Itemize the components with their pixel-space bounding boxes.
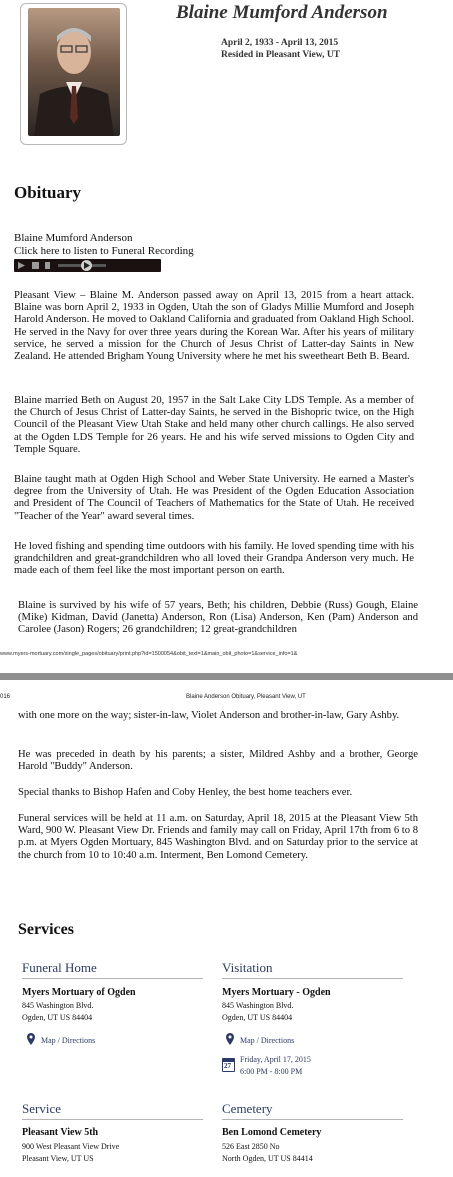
- funeral-home-address-1: 845 Washington Blvd.: [22, 1001, 94, 1010]
- funeral-home-name: Myers Mortuary of Ogden: [22, 987, 136, 998]
- map-pin-icon: [27, 1033, 35, 1045]
- service-rule: [22, 1119, 203, 1120]
- calendar-icon: [222, 1058, 235, 1072]
- obituary-name-line: Blaine Mumford Anderson: [14, 232, 133, 244]
- stop-icon[interactable]: [32, 262, 39, 269]
- birth-death-dates: April 2, 1933 - April 13, 2015: [221, 38, 339, 48]
- visitation-map-link[interactable]: Map / Directions: [240, 1036, 295, 1045]
- visitation-location-name: Myers Mortuary - Ogden: [222, 987, 331, 998]
- visitation-address-1: 845 Washington Blvd.: [222, 1001, 294, 1010]
- cemetery-name: Ben Lomond Cemetery: [222, 1127, 322, 1138]
- funeral-recording-link[interactable]: Click here to listen to Funeral Recording: [14, 245, 194, 257]
- funeral-home-rule: [22, 978, 203, 979]
- print-page-title: Blaine Anderson Obituary, Pleasant View, UT: [186, 694, 306, 700]
- service-address-2: Pleasant View, UT US: [22, 1154, 94, 1163]
- life-dates: [221, 37, 340, 61]
- funeral-home-address-2: Ogden, UT US 84404: [22, 1013, 93, 1022]
- audio-player[interactable]: [14, 259, 161, 272]
- obituary-paragraph-7: Special thanks to Bishop Hafen and Coby Henley, the best home teachers ever.: [18, 787, 353, 798]
- obituary-paragraph-2: Blaine married Beth on August 20, 1957 in the Salt Lake City LDS Temple. As a member of the Church of Jesus Christ of Latter-day Saints, he served in the Bishopric twice, on the High Council of the Pleasant View Utah Stake and held many other church callings. He also served at the Ogden LDS Temple for 26 years. He and his wife served missions to Ogden City and Temple Square.: [14, 395, 414, 455]
- obituary-heading: Obituary: [14, 183, 82, 202]
- services-heading: Services: [18, 921, 74, 938]
- portrait-photo: [28, 8, 120, 136]
- cemetery-heading: Cemetery: [222, 1101, 273, 1116]
- service-address-1: 900 West Pleasant View Drive: [22, 1142, 120, 1151]
- map-pin-icon: [226, 1033, 234, 1045]
- obituary-paragraph-5-end: with one more on the way; sister-in-law, Violet Anderson and brother-in-law, Gary Ashby.: [18, 710, 400, 721]
- deceased-name-heading: Blaine Mumford Anderson: [176, 2, 388, 23]
- obituary-paragraph-3: Blaine taught math at Ogden High School and Weber State University. He earned a Master's degree from the University of Utah. He was President of the Ogden Education Association and President of The Council of Teachers of Mathematics for the State of Utah. He received "Teacher of the Year" award several times.: [14, 474, 414, 522]
- visitation-address-2: Ogden, UT US 84404: [222, 1013, 293, 1022]
- funeral-home-heading: Funeral Home: [22, 960, 97, 975]
- play-icon[interactable]: [18, 262, 25, 269]
- visitation-time: 6:00 PM - 8:00 PM: [240, 1067, 303, 1076]
- obituary-paragraph-5-start: Blaine is survived by his wife of 57 years, Beth; his children, Debbie (Russ) Gough, Elaine (Mike) Kidman, David (Janetta) Anderson, Ron (Lisa) Anderson, Ken (Pam) Anderson and Carolee (Jason) Rogers; 26 grandchildren; 12 great-grandchildren: [18, 600, 418, 636]
- pause-icon[interactable]: [45, 262, 50, 269]
- cemetery-address-2: North Ogden, UT US 84414: [222, 1154, 313, 1163]
- cemetery-rule: [222, 1119, 403, 1120]
- obituary-paragraph-4: He loved fishing and spending time outdoors with his family. He loved spending time with his grandchildren and great-grandchildren who all loved their Grandpa Anderson very much. He made each of them feel like the most important person on earth.: [14, 541, 414, 577]
- funeral-home-map-link[interactable]: Map / Directions: [41, 1036, 96, 1045]
- residence-text: Resided in Pleasant View, UT: [221, 50, 341, 60]
- visitation-date: Friday, April 17, 2015: [240, 1055, 311, 1064]
- visitation-rule: [222, 978, 403, 979]
- obituary-paragraph-1: Pleasant View – Blaine M. Anderson passed away on April 13, 2015 from a heart attack. Blaine was born April 2, 1933 in Ogden, Utah the son of Gladys Millie Mumford and Joseph Harold Anderson. He moved to Oakland California and graduated from Oakland High School. He served in the Navy for over three years during the Korean War. After his years of military service, he served a mission for the Church of Jesus Christ of Latter-day Saints in New Zealand. He attended Brigham Young University where he met his sweetheart Beth B. Beard.: [14, 290, 414, 363]
- obituary-paragraph-8: Funeral services will be held at 11 a.m. on Saturday, April 18, 2015 at the Pleasant View 5th Ward, 900 W. Pleasant View Dr. Friends and family may call on Friday, April 17th from 6 to 8 p.m. at Myers Ogden Mortuary, 845 Washington Blvd. and on Saturday prior to the service at the church from 10 to 10:40 a.m. Interment, Ben Lomond Cemetery.: [18, 813, 418, 861]
- cemetery-address-1: 526 East 2850 No: [222, 1142, 280, 1151]
- obituary-paragraph-6: He was preceded in death by his parents; a sister, Mildred Ashby and a brother, George Harold "Buddy" Anderson.: [18, 749, 418, 773]
- calendar-day-number: 27: [224, 1062, 231, 1070]
- service-heading: Service: [22, 1101, 61, 1116]
- page-break-divider: [0, 673, 453, 680]
- service-location-name: Pleasant View 5th: [22, 1127, 99, 1138]
- print-footer-url: www.myers-mortuary.com/single_pages/obituary/print.php?id=1500054&obit_text=1&main_obit_photo=1&service_info=1&: [0, 651, 298, 657]
- print-page-fragment: 016: [0, 694, 11, 700]
- visitation-heading: Visitation: [222, 960, 273, 975]
